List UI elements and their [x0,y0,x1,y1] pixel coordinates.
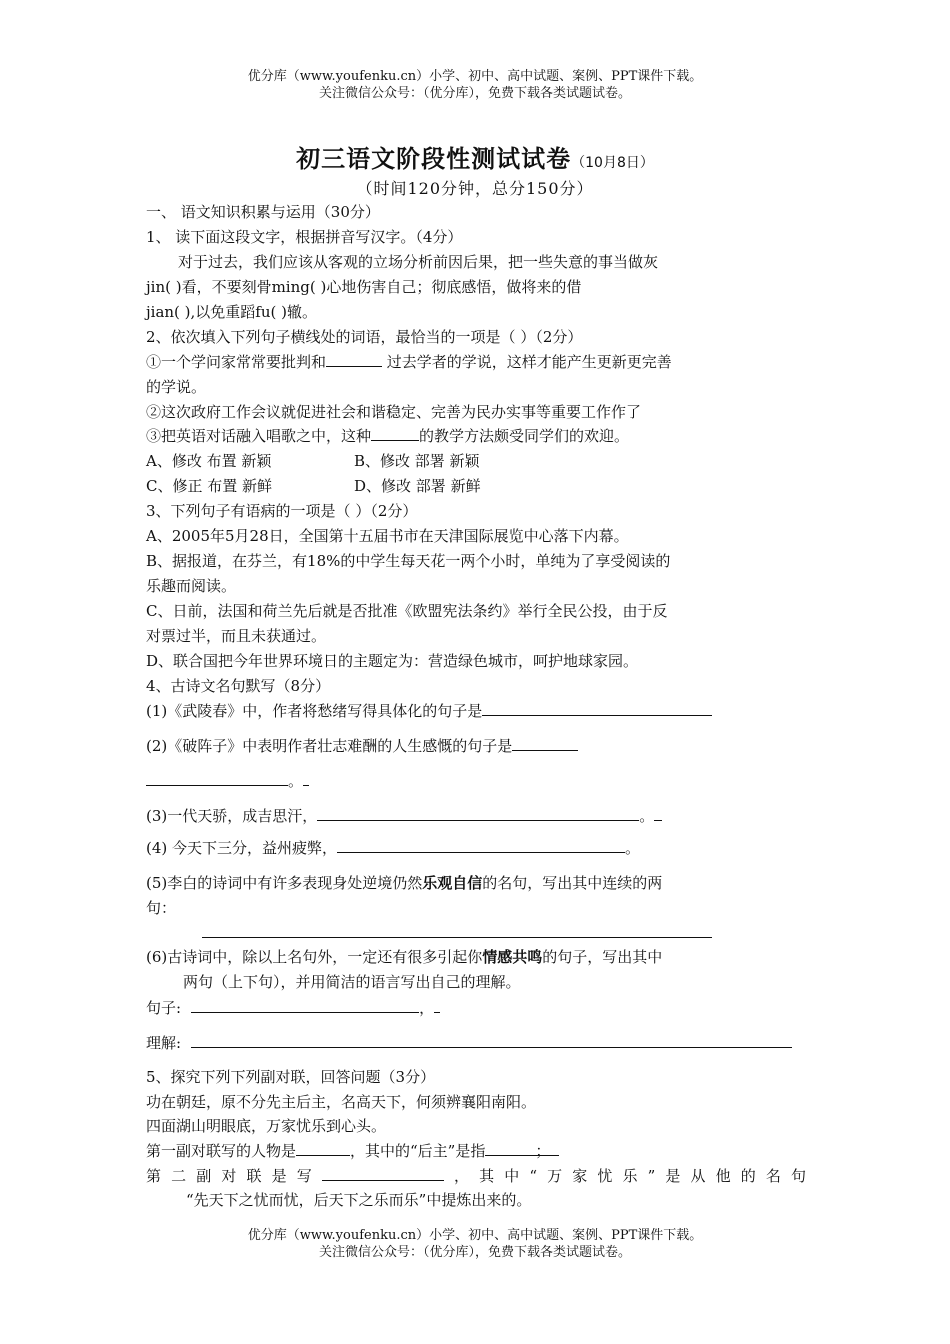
q4-part-4 [146,837,806,859]
section-1-heading: 一、 语文知识积累与运用（30分） [146,203,380,221]
q2-options-row-1 [146,450,806,472]
q5-answer-2-text-b: ，其中“万家忧乐”是从他的名句 [443,1167,806,1185]
q1-line-3: jian( ),以免重蹈fu( )辙。 [146,303,317,321]
q4-part-2-blank-b[interactable] [146,770,288,786]
sentence-label: 句子: [146,999,182,1017]
q4-part-1 [146,700,806,722]
q2-s1-part-a: ①一个学问家常常要批判和 [146,353,327,371]
q4-part-1-text: (1)《武陵春》中，作者将愁绪写得具体化的句子是 [146,702,483,720]
q4-heading: 4、古诗文名句默写（8分） [146,677,331,695]
q4-part-5-answer-line[interactable] [202,937,712,938]
sentence-blank-tail [434,997,440,1013]
q4-part-5-emphasis: 乐观自信 [422,874,483,892]
q4-part-6-text-a: (6)古诗词中，除以上名句外，一定还有很多引起你 [146,948,483,966]
header-line-2: 关注微信公众号：（优分库），免费下载各类试题试卷。 [318,86,631,101]
q4-part-2-blank-tail [303,770,309,786]
q4-part-5-label: 句： [146,899,177,917]
sentence-blank-1[interactable] [191,997,419,1013]
q3-option-c: C、日前，法国和荷兰先后就是否批准《欧盟宪法条约》举行全民公投，由于反 [146,602,668,620]
q5-blank-houzhu[interactable] [485,1140,535,1156]
title-block [0,139,950,174]
q2-option-a[interactable]: A、修改 布置 新颖 [146,452,272,470]
exam-title: 初三语文阶段性测试试卷 [296,145,572,173]
header-line-1: 优分库（www.youfenku.cn）小学、初中、高中试题、案例、PPT课件下载。 [247,69,703,84]
q5-couplet-1: 功在朝廷，原不分先主后主，名高天下，何须辨襄阳南阳。 [146,1093,537,1111]
q4-part-3-blank-tail [654,805,662,821]
q2-options-row-2 [146,475,806,497]
q4-understanding-row [146,1032,806,1054]
sentence-comma: ， [419,999,435,1017]
q5-answer-1-semicolon: ； [535,1142,551,1160]
q3-option-c-cont: 对票过半，而且未获通过。 [146,627,327,645]
q2-option-b[interactable]: B、修改 部署 新颖 [354,452,480,470]
q4-sentence-row [146,997,806,1019]
q4-part-5 [146,872,806,894]
q4-part-2-period: 。 [288,772,304,790]
q4-part-2-text: (2)《破阵子》中表明作者壮志难酬的人生感慨的句子是 [146,737,513,755]
q5-answer-2-text-a: 第二副对联是写 [146,1167,322,1185]
exam-date: （10月8日） [571,155,654,171]
footer-line-2: 关注微信公众号：（优分库），免费下载各类试题试卷。 [318,1245,631,1260]
q4-part-5-text-c: 的名句，写出其中连续的两 [482,874,663,892]
q5-answer-1-text-b: ，其中的“后主”是指 [350,1142,486,1160]
understanding-blank[interactable] [191,1032,792,1048]
q3-option-b: B、据报道，在芬兰，有18%的中学生每天花一两个小时，单纯为了享受阅读的 [146,552,671,570]
q4-part-3-text: (3)一代天骄，成吉思汗， [146,807,318,825]
q4-part-6 [146,946,806,968]
exam-subtitle: （时间120分钟，总分150分） [356,179,594,198]
q4-part-2 [146,735,806,757]
q2-option-d[interactable]: D、修改 部署 新鲜 [354,477,481,495]
page-header [0,68,950,102]
q2-option-c[interactable]: C、修正 布置 新鲜 [146,477,273,495]
q5-blank-person[interactable] [296,1140,350,1156]
q5-heading: 5、探究下列下列副对联，回答问题（3分） [146,1068,436,1086]
q3-option-a: A、2005年5月28日，全国第十五届书市在天津国际展览中心落下内幕。 [146,527,629,545]
q4-part-2-blank-a[interactable] [512,735,578,751]
q2-s1-part-b: 过去学者的学说，这样才能产生更新更完善 [382,353,672,371]
q2-sentence-1 [146,351,806,373]
q4-part-1-blank[interactable] [482,700,712,716]
q5-answer-1 [146,1140,806,1162]
q2-sentence-2: ②这次政府工作会议就促进社会和谐稳定、完善为民办实事等重要工作作了 [146,403,642,421]
q2-sentence-1-cont: 的学说。 [146,378,207,396]
q1-line-1: 对于过去，我们应该从客观的立场分析前因后果，把一些失意的事当做灰 [178,253,659,271]
q4-part-4-text: (4) 今天下三分，益州疲弊， [146,839,338,857]
q4-part-5-text-a: (5)李白的诗词中有许多表现身处逆境仍然 [146,874,423,892]
q5-blank-houzhu-tail [535,1140,559,1160]
q1-line-2: jin( )看，不要刻骨ming( )心地伤害自己；彻底感悟，做将来的借 [146,278,582,296]
q2-s3-part-b: 的教学方法颇受同学们的欢迎。 [419,427,630,445]
q4-part-2-cont [146,770,806,792]
q4-part-3-period: 。 [639,807,655,825]
q4-part-6-text-c: 的句子，写出其中 [542,948,663,966]
q2-s3-part-a: ③把英语对话融入唱歌之中，这种 [146,427,372,445]
q2-heading: 2、依次填入下列句子横线处的词语，最恰当的一项是（ ）（2分） [146,328,583,346]
q4-part-6-cont: 两句（上下句），并用简洁的语言写出自己的理解。 [183,973,521,991]
q2-sentence-3 [146,425,806,447]
q4-part-3-blank[interactable] [317,805,639,821]
q5-answer-2-cont: “先天下之忧而忧，后天下之乐而乐”中提炼出来的。 [186,1191,532,1209]
q4-part-6-emphasis: 情感共鸣 [482,948,543,966]
q4-part-4-blank[interactable] [337,837,625,853]
q5-blank-subject[interactable] [322,1165,444,1181]
q3-option-b-cont: 乐趣而阅读。 [146,577,237,595]
q5-couplet-2: 四面湖山明眼底，万家忧乐到心头。 [146,1117,387,1135]
q5-answer-1-text-a: 第一副对联写的人物是 [146,1142,297,1160]
q4-part-4-period: 。 [625,839,641,857]
q5-answer-2 [146,1165,806,1187]
understanding-label: 理解: [146,1034,182,1052]
q2-blank-3[interactable] [371,425,419,441]
q2-blank-1[interactable] [326,351,382,367]
page-footer [0,1227,950,1261]
q4-part-3 [146,805,806,827]
q1-heading: 1、 读下面这段文字，根据拼音写汉字。（4分） [146,228,463,246]
footer-line-1: 优分库（www.youfenku.cn）小学、初中、高中试题、案例、PPT课件下载。 [247,1228,703,1243]
q3-option-d: D、联合国把今年世界环境日的主题定为：营造绿色城市，呵护地球家园。 [146,652,639,670]
q3-heading: 3、下列句子有语病的一项是（ ）（2分） [146,502,418,520]
